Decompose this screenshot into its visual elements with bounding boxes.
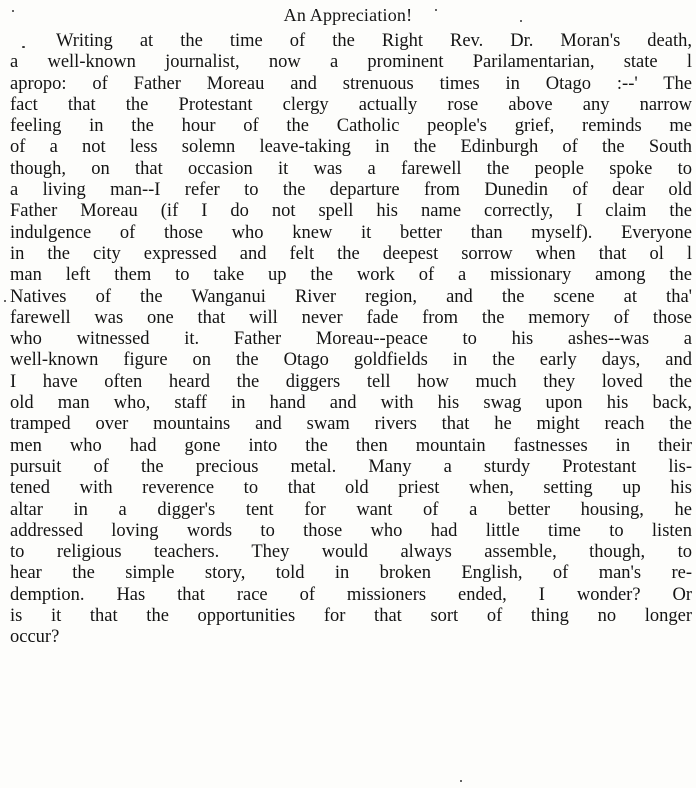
article-line: pursuit of the precious metal. Many a sturdy Protestant lis- — [10, 456, 692, 477]
scan-speck — [4, 300, 6, 302]
scan-speck — [435, 9, 437, 11]
scan-speck — [22, 46, 25, 48]
article-line: apropo: of Father Moreau and strenuous times in Otago :--' The — [10, 73, 692, 94]
article-line: men who had gone into the then mountain fastnesses in their — [10, 435, 692, 456]
article-body — [10, 31, 692, 649]
article-line: of a not less solemn leave-taking in the Edinburgh of the South — [10, 137, 692, 158]
article-line: though, on that occasion it was a farewell the people spoke to — [10, 158, 692, 179]
article-line: I have often heard the diggers tell how much they loved the — [10, 371, 692, 392]
article-line: man left them to take up the work of a missionary among the — [10, 265, 692, 286]
article-line: who witnessed it. Father Moreau--peace to his ashes--was a — [10, 329, 692, 350]
scan-speck — [520, 20, 522, 22]
article-line: in the city expressed and felt the deepest sorrow when that ol l — [10, 243, 692, 264]
article-line: tramped over mountains and swam rivers that he might reach the — [10, 414, 692, 435]
article-line: a living man--I refer to the departure from Dunedin of dear old — [10, 180, 692, 201]
article-line: occur? — [10, 627, 60, 648]
article-line: old man who, staff in hand and with his swag upon his back, — [10, 393, 692, 414]
scan-speck — [12, 10, 14, 12]
article-line: Father Moreau (if I do not spell his name correctly, I claim the — [10, 201, 692, 222]
article-line: fact that the Protestant clergy actually rose above any narrow — [10, 94, 692, 115]
scan-speck — [460, 780, 462, 782]
article-line: farewell was one that will never fade from the memory of those — [10, 307, 692, 328]
article-line: addressed loving words to those who had little time to listen — [10, 520, 692, 541]
article-line: Writing at the time of the Right Rev. Dr. Moran's death, — [56, 31, 692, 51]
article-line: altar in a digger's tent for want of a better housing, he — [10, 499, 692, 520]
article-line: hear the simple story, told in broken English, of man's re- — [10, 563, 692, 584]
article-line: tened with reverence to that old priest when, setting up his — [10, 478, 692, 499]
article-line: a well-known journalist, now a prominent Parilamentarian, state l — [10, 52, 692, 73]
article-line: indulgence of those who knew it better than myself). Everyone — [10, 222, 692, 243]
article-line: demption. Has that race of missioners ended, I wonder? Or — [10, 584, 692, 605]
article-line: feeling in the hour of the Catholic people's grief, reminds me — [10, 116, 692, 137]
article-line: well-known figure on the Otago goldfields in the early days, and — [10, 350, 692, 371]
article-line: to religious teachers. They would always assemble, though, to — [10, 542, 692, 563]
article-title: An Appreciation! — [283, 5, 413, 25]
article-line: is it that the opportunities for that sort of thing no longer — [10, 606, 692, 627]
article-line: Natives of the Wanganui River region, and the scene at tha' — [10, 286, 692, 307]
